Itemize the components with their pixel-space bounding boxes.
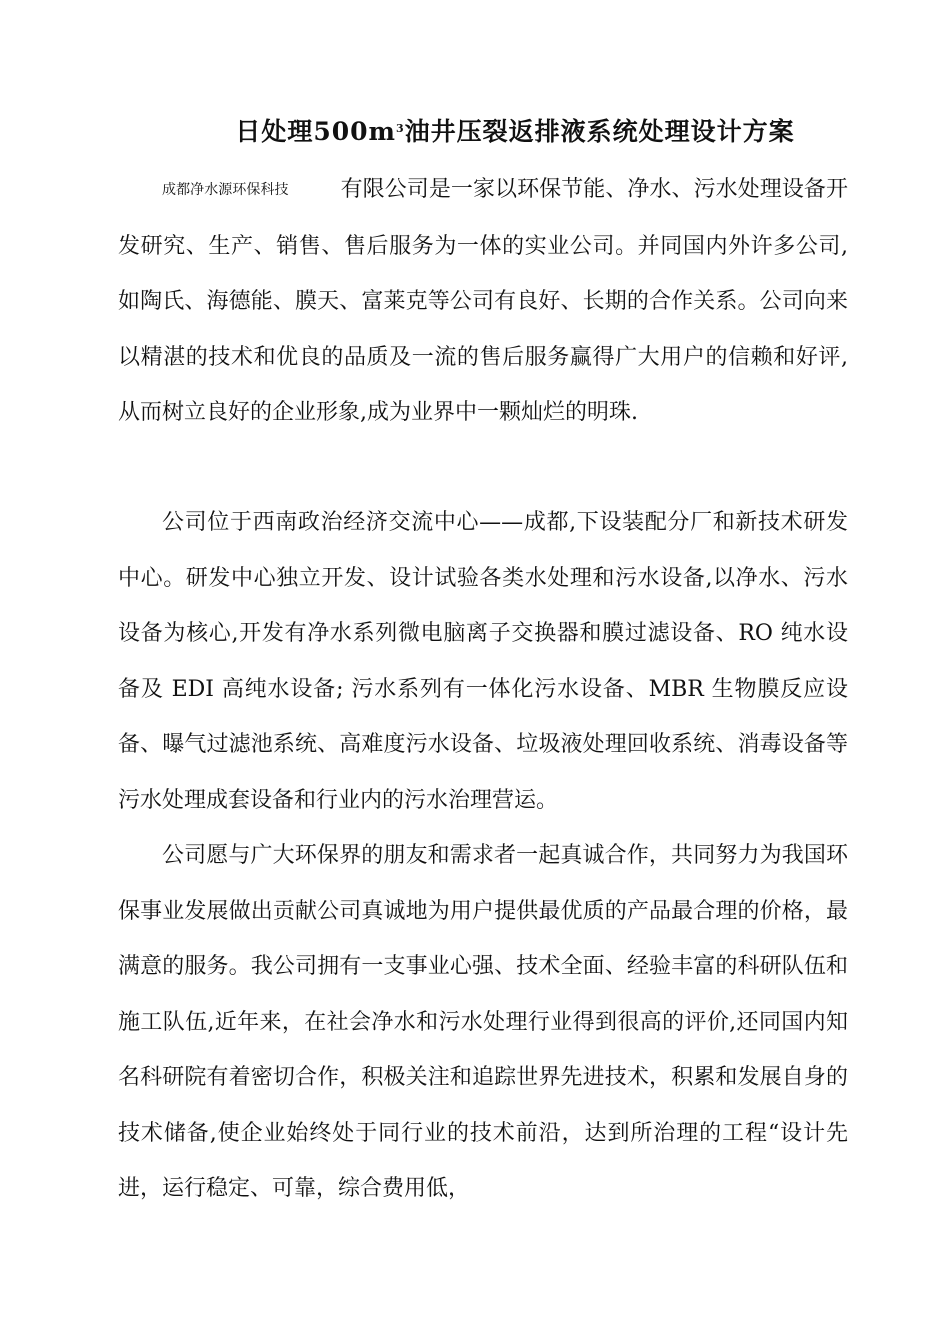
document-title (0, 112, 950, 148)
title-part-1: 日处理500m (235, 117, 396, 146)
paragraph-1-text: 有限公司是一家以环保节能、净水、污水处理设备开发研究、生产、销售、售后服务为一体的实业公司。并同国内外许多公司,如陶氏、海德能、膜天、富莱克等公司有良好、长期的合作关系。公司向来以精湛的技术和优良的品质及一流的售后服务赢得广大用户的信赖和好评,从而树立良好的企业形象,成为业界中一颗灿烂的明珠. (118, 177, 848, 425)
title-part-2: 油井压裂返排液系统处理设计方案 (404, 117, 795, 146)
company-name: 成都净水源环保科技 (162, 182, 289, 198)
title-superscript: 3 (395, 122, 405, 135)
paragraph-3: 公司愿与广大环保界的朋友和需求者一起真诚合作，共同努力为我国环保事业发展做出贡献公司真诚地为用户提供最优质的产品最合理的价格，最满意的服务。我公司拥有一支事业心强、技术全面、经验丰富的科研队伍和施工队伍,近年来，在社会净水和污水处理行业得到很高的评价,还同国内知名科研院有着密切合作，积极关注和追踪世界先进技术，积累和发展自身的技术储备,使企业始终处于同行业的技术前沿，达到所治理的工程“设计先进，运行稳定、可靠，综合费用低， (118, 843, 848, 1201)
paragraph-2: 公司位于西南政治经济交流中心——成都,下设装配分厂和新技术研发中心。研发中心独立开发、设计试验各类水处理和污水设备,以净水、污水设备为核心,开发有净水系列微电脑离子交换器和膜过滤设备、RO 纯水设备及 EDI 高纯水设备; 污水系列有一体化污水设备、MBR 生物膜反应设备、曝气过滤池系统、高难度污水设备、垃圾液处理回收系统、消毒设备等污水处理成套设备和行业内的污水治理营运。 (118, 510, 848, 813)
paragraph-1 (118, 162, 848, 441)
